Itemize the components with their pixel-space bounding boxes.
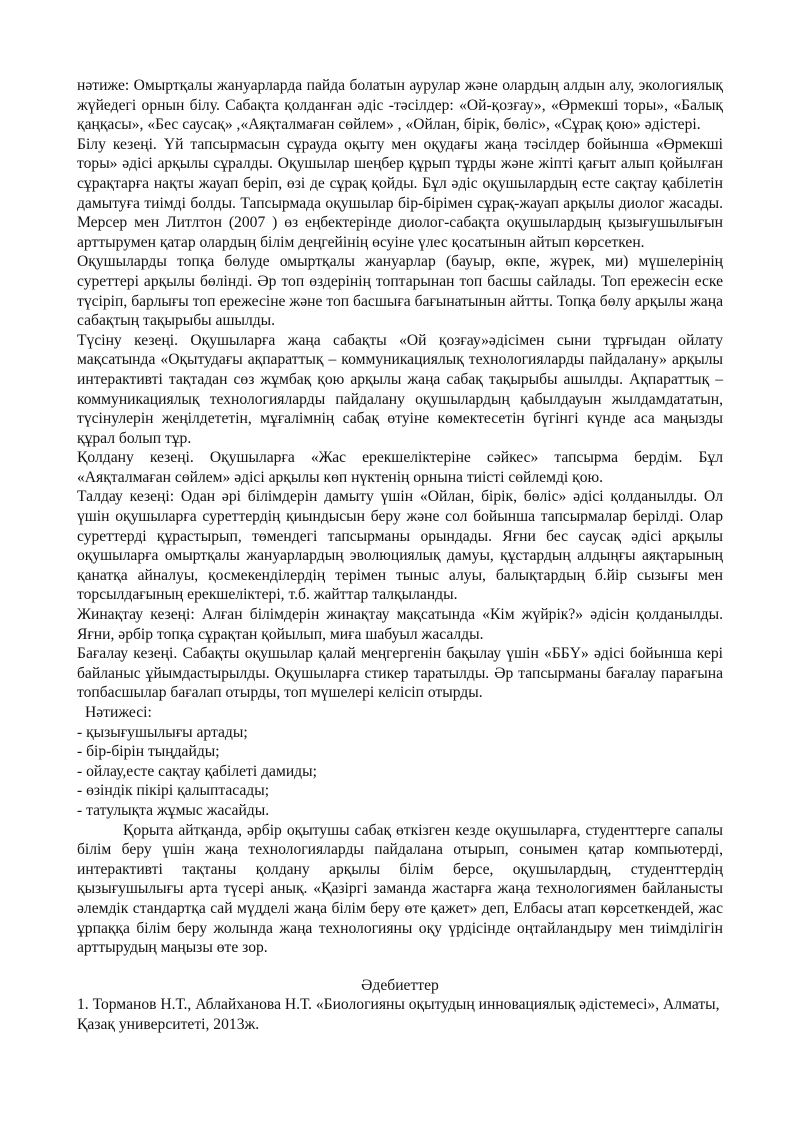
list-item: - бір-бірін тыңдайды; <box>77 743 220 761</box>
conclusion-paragraph: Қорыта айтқанда, әрбір оқытушы сабақ өткізген кезде оқушыларға, студенттерге сапалы білім беру үшін жаңа технологияларды пайдалана отырып, сонымен қатар компьютерді, интерактивті тақтаны қолдану арқылы білім берсе, оқушылардың, студенттердің қызығушылығы арта түсері анық. «Қазіргі заманда жастарға жаңа технологиямен байланысты әлемдік стандартқа сай мүдделі жаңа білім беру өте қажет» деп, Елбасы атап көрсеткендей, жас ұрпаққа білім беру жолында жаңа технологияны оқу үрдісінде оңтайландыру мен тиімділігін арттырудың маңызы өте зор. <box>77 821 723 957</box>
grouping-paragraph: Оқушыларды топқа бөлуде омыртқалы жануарлар (бауыр, өкпе, жүрек, ми) мүшелерінің суреттері арқылы бөлінді. Әр топ өздерінің топтарынан топ басшы сайлады. Топ ережесін еске түсіріп, барлығы топ ережесіне және топ басшыға бағынатынын айтты. Топқа бөлу арқылы жаңа сабақтың тақырыбы ашылды. <box>77 253 723 330</box>
results-list <box>77 723 723 821</box>
intro-paragraph: нәтиже: Омыртқалы жануарларда пайда болатын аурулар және олардың алдын алу, экологиялық жүйедегі орнын білу. Сабақта қолданған әдіс -тәсілдер: «Ой-қозғау», «Өрмекші торы», «Балық қаңқасы», «Бес саусақ» ,«Аяқталмаған сөйлем» , «Ойлан, бірік, бөліс», «Сұрақ қою» әдістері. <box>77 77 723 134</box>
synthesis-stage-paragraph: Жинақтау кезеңі: Алған білімдерін жинақтау мақсатында «Кім жүйрік?» әдісін қолданылды. Яғни, әрбір топқа сұрақтан қойылып, миға шабуыл жасалды. <box>77 606 723 643</box>
knowledge-stage-paragraph: Білу кезеңі. Үй тапсырмасын сұрауда оқыту мен оқудағы жаңа тәсілдер бойынша «Өрмекші торы» әдісі арқылы сұралды. Оқушылар шеңбер құрып тұрды және жіпті қағыт алып қойылған сұрақтарға нақты жауап беріп, өзі де сұрақ қойды. Бұл әдіс оқушылардың есте сақтау қабілетін дамытуға тиімді болды. Тапсырмада оқушылар бір-бірімен сұрақ-жауап арқылы диолог жасады. Мерсер мен Литлтон (2007 ) өз еңбектерінде диолог-сабақта оқушылардың қызығушылығын арттырумен қатар олардың білім деңгейінің өсуіне үлес қосатынын айтып көрсеткен. <box>77 135 723 251</box>
results-title: Нәтижесі: <box>85 704 152 721</box>
document-page <box>77 76 723 1035</box>
list-item: - татулықта жұмыс жасайды. <box>77 801 270 819</box>
application-stage-paragraph: Қолдану кезеңі. Оқушыларға «Жас ерекшеліктеріне сәйкес» тапсырма бердім. Бұл «Аяқталмаған сөйлем» әдісі арқылы көп нүктенің орнына тиісті сөйлемді қою. <box>77 449 723 486</box>
list-item: - өзіндік пікірі қалыптасады; <box>77 782 270 800</box>
evaluation-stage-paragraph: Бағалау кезеңі. Сабақты оқушылар қалай меңгергенін бақылау үшін «ББҮ» әдісі бойынша кері байланыс ұйымдастырылды. Оқушыларға стикер таратылды. Әр тапсырманы бағалау парағына топбасшылар бағалап отырды, топ мүшелері келісіп отырды. <box>77 645 723 702</box>
understanding-stage-paragraph: Түсіну кезеңі. Оқушыларға жаңа сабақты «Ой қозғау»әдісімен сыни тұрғыдан ойлату мақсатында «Оқытудағы ақпараттық – коммуникациялық технологияларды пайдалану» арқылы интерактивті тақтадан сөз жұмбақ қою арқылы жаңа сабақ тақырыбы ашылды. Ақпараттық – коммуникациялық технологияларды пайдалану оқушылардың қабылдауын жылдамдататын, түсінулерін жеңілдететін, мұғалімнің сабақ өтуіне көмектесетін бүгінгі күнде аса маңызды құрал болып тұр. <box>77 331 723 447</box>
list-item: - ойлау,есте сақтау қабілеті дамиды; <box>77 762 317 780</box>
analysis-stage-paragraph: Талдау кезеңі: Одан әрі білімдерін дамыту үшін «Ойлан, бірік, бөліс» әдісі қолданылды. Ол үшін оқушыларға суреттердің қиындысын беру және сол бойынша тапсырмалар берілді. Олар суреттерді құрастырып, төмендегі тапсырманы орындады. Яғни бес саусақ әдісі арқылы оқушыларға омыртқалы жануарлардың эволюциялық дамуы, құстардың алдыңғы аяқтарының қанатқа айналуы, қосмекенділердің терімен тыныс алуы, балықтардың б.йір сызығы мен торсылдағының ерекшеліктері, т.б. жайттар талқыланды. <box>77 488 723 604</box>
reference-item: 1. Торманов Н.Т., Аблайханова Н.Т. «Биологияны оқытудың инновациялық әдістемесі», Алматы, Қазақ университеті, 2013ж. <box>77 996 720 1033</box>
list-item: - қызығушылығы артады; <box>77 723 248 741</box>
references-title: Әдебиеттер <box>361 976 439 994</box>
